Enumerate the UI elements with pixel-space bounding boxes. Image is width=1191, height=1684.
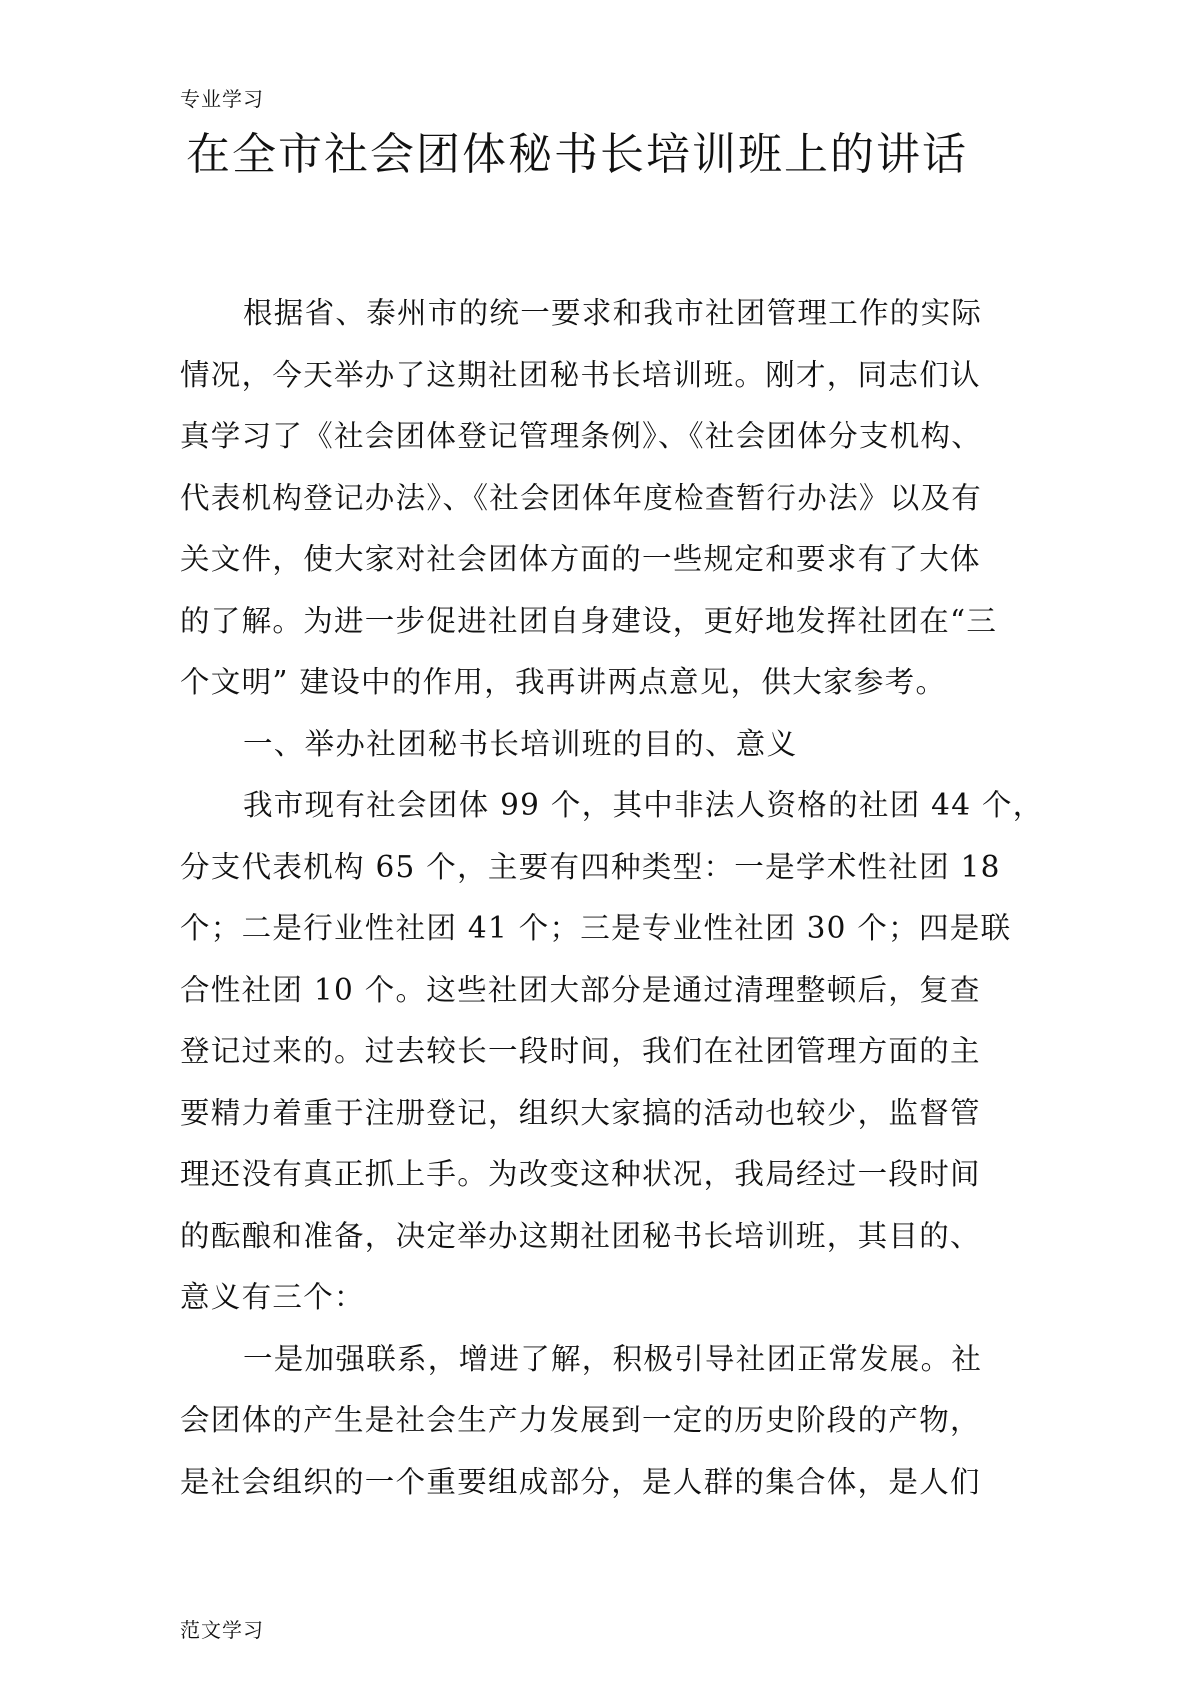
- speech-body: [180, 283, 1044, 1513]
- paragraph-line: 我市现有社会团体 99 个，其中非法人资格的社团 44 个，: [243, 788, 1044, 822]
- header-label: 专业学习: [180, 87, 264, 111]
- paragraph-line: 真学习了《社会团体登记管理条例》、《社会团体分支机构、: [180, 419, 983, 453]
- paragraph-line: 登记过来的。过去较长一段时间，我们在社团管理方面的主: [180, 1034, 981, 1068]
- paragraph-line: 会团体的产生是社会生产力发展到一定的历史阶段的产物，: [180, 1403, 981, 1437]
- paragraph-line: 合性社团 10 个。这些社团大部分是通过清理整顿后，复查: [180, 972, 981, 1007]
- paragraph-line: 个文明” 建设中的作用，我再讲两点意见，供大家参考。: [180, 665, 947, 699]
- paragraph-line: 要精力着重于注册登记，组织大家搞的活动也较少，监督管: [180, 1095, 981, 1130]
- paragraph-line: 理还没有真正抓上手。为改变这种状况，我局经过一段时间: [180, 1157, 981, 1191]
- paragraph-line: 代表机构登记办法》、《社会团体年度检查暂行办法》以及有: [180, 480, 983, 515]
- footer-label: 范文学习: [180, 1618, 264, 1642]
- paragraph-line: 意义有三个：: [180, 1280, 365, 1314]
- page-title: 在全市社会团体秘书长培训班上的讲话: [186, 129, 968, 180]
- paragraph-line: 的酝酿和准备，决定举办这期社团秘书长培训班，其目的、: [180, 1218, 981, 1253]
- paragraph-line: 的了解。为进一步促进社团自身建设，更好地发挥社团在“三: [180, 603, 998, 638]
- paragraph-line: 个；二是行业性社团 41 个；三是专业性社团 30 个；四是联: [180, 911, 1012, 945]
- paragraph-line: 情况，今天举办了这期社团秘书长培训班。刚才，同志们认: [180, 357, 981, 392]
- paragraph-line: 关文件，使大家对社会团体方面的一些规定和要求有了大体: [180, 542, 981, 576]
- paragraph-line: 是社会组织的一个重要组成部分，是人群的集合体，是人们: [180, 1464, 981, 1499]
- section-heading: 一、举办社团秘书长培训班的目的、意义: [243, 726, 798, 761]
- paragraph-line: 分支代表机构 65 个，主要有四种类型：一是学术性社团 18: [180, 849, 1001, 884]
- paragraph-line: 根据省、泰州市的统一要求和我市社团管理工作的实际: [243, 296, 983, 330]
- paragraph-line: 一是加强联系，增进了解，积极引导社团正常发展。社: [243, 1341, 983, 1376]
